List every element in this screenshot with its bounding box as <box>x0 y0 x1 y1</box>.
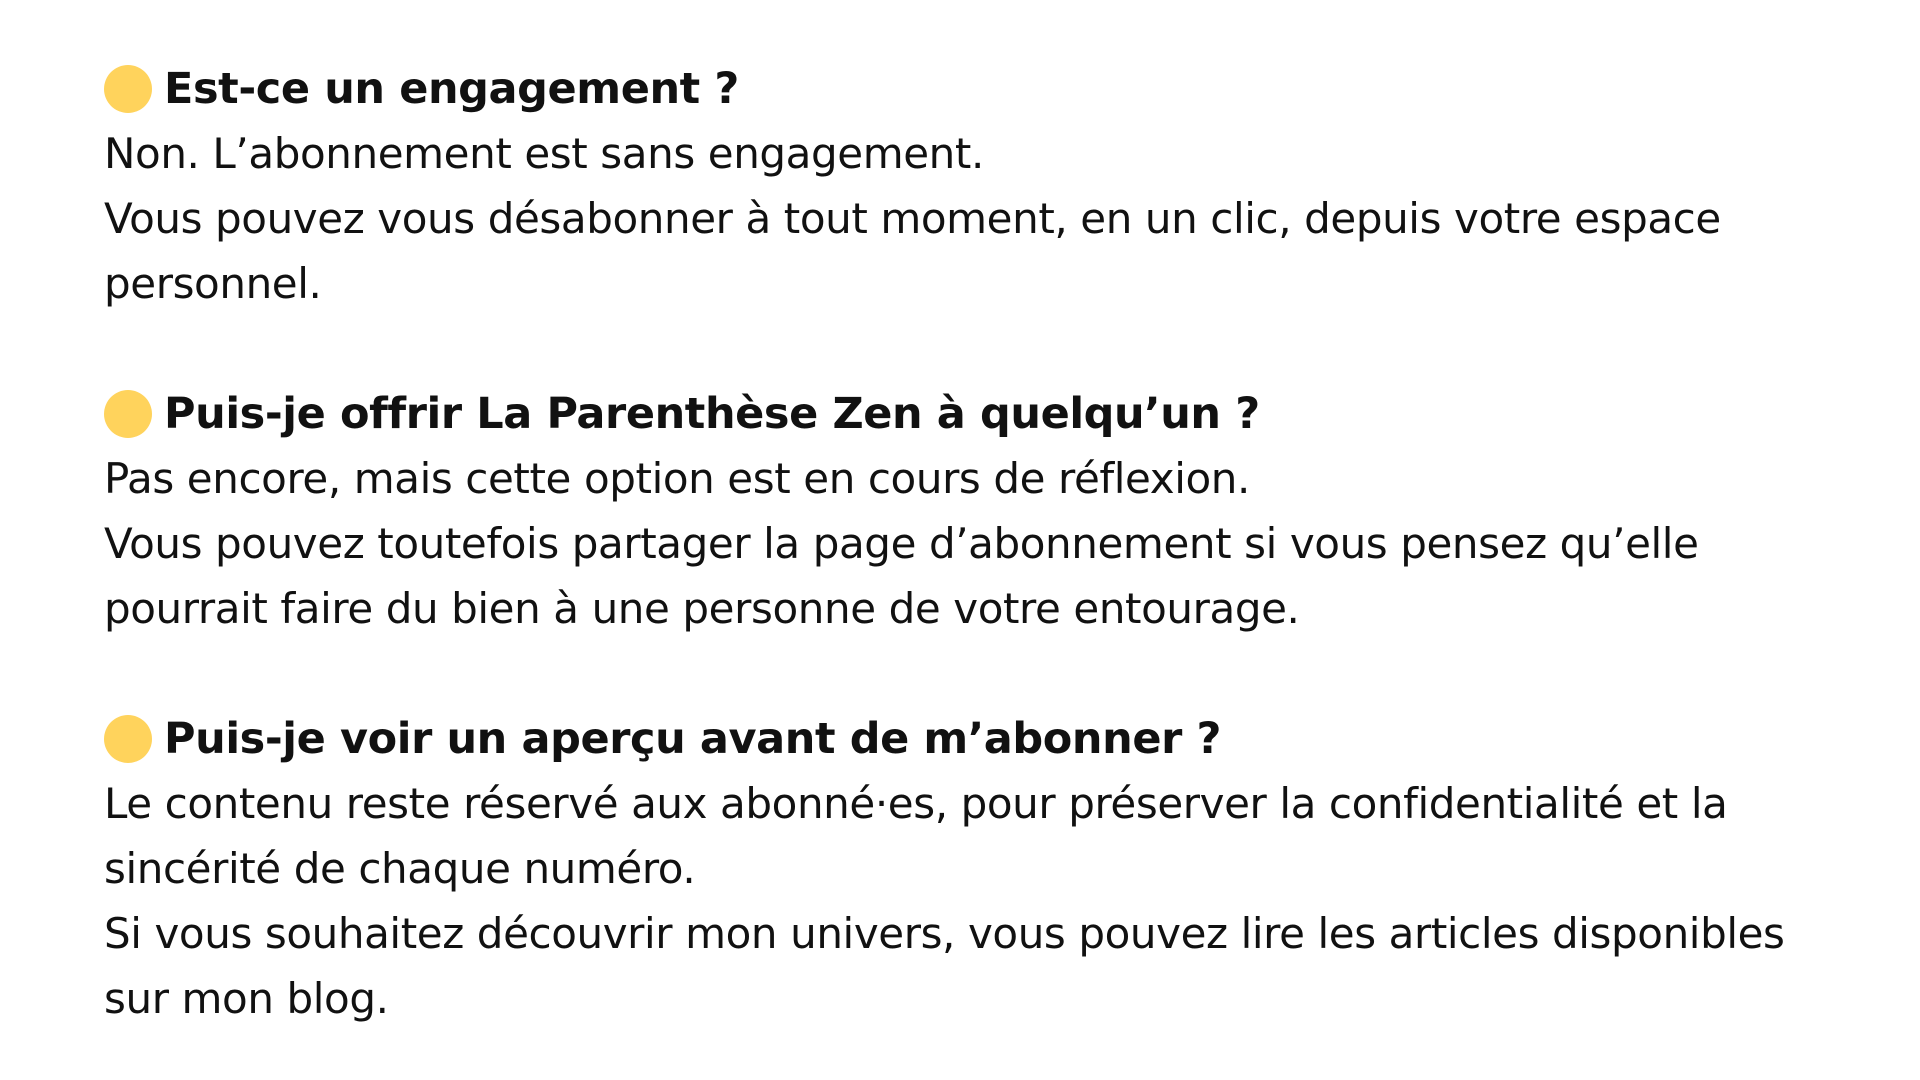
faq-answer <box>104 446 1834 641</box>
faq-answer <box>104 771 1834 1031</box>
faq-item-gift <box>104 381 1834 641</box>
yellow-dot-icon <box>104 715 152 763</box>
faq-answer-line: Non. L’abonnement est sans engagement. <box>104 129 984 178</box>
faq-question <box>104 56 1834 121</box>
faq-question <box>104 381 1834 446</box>
faq-answer-line: Vous pouvez vous désabonner à tout moment, en un clic, depuis votre espace personnel. <box>104 194 1721 308</box>
yellow-dot-icon <box>104 390 152 438</box>
faq-answer-line: Vous pouvez toutefois partager la page d’abonnement si vous pensez qu’elle pourrait faire du bien à une personne de votre entourage. <box>104 519 1699 633</box>
faq-answer <box>104 121 1834 316</box>
faq-question <box>104 706 1834 771</box>
faq-answer-line: Pas encore, mais cette option est en cours de réflexion. <box>104 454 1250 503</box>
faq-answer-line: Si vous souhaitez découvrir mon univers, vous pouvez lire les articles disponibles sur mon blog. <box>104 909 1785 1023</box>
faq-item-engagement <box>104 56 1834 316</box>
faq-answer-line: Le contenu reste réservé aux abonné·es, pour préserver la confidentialité et la sincérité de chaque numéro. <box>104 779 1728 893</box>
faq-question-text: Est-ce un engagement ? <box>164 63 739 114</box>
faq-question-text: Puis-je offrir La Parenthèse Zen à quelqu’un ? <box>164 388 1260 439</box>
yellow-dot-icon <box>104 65 152 113</box>
faq-item-preview <box>104 706 1834 1031</box>
faq-question-text: Puis-je voir un aperçu avant de m’abonner ? <box>164 713 1222 764</box>
faq-section <box>104 56 1834 1031</box>
